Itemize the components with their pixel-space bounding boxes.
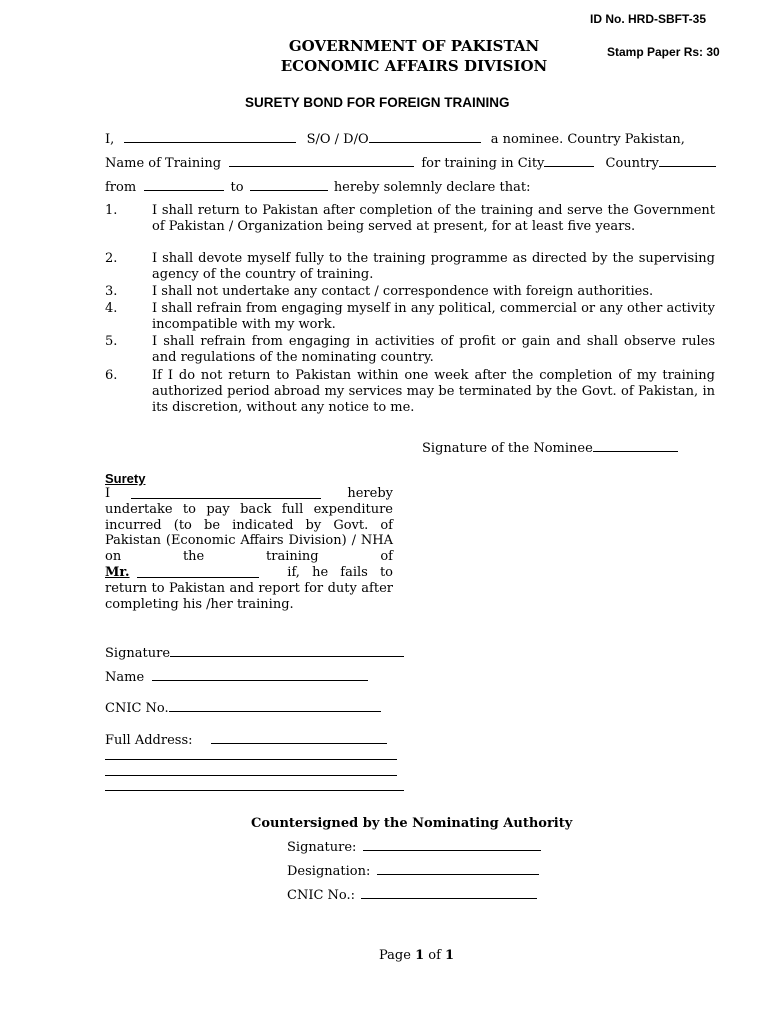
intro-i: I, — [105, 132, 115, 147]
countersign-signature-blank[interactable] — [363, 838, 541, 851]
countersign-heading: Countersigned by the Nominating Authority — [251, 816, 573, 831]
surety-name: Name — [105, 668, 368, 685]
declaration-item: 6. If I do not return to Pakistan within one week after the completion of my training authorized period abroad my services may be terminated by the Govt. of Pakistan, in its discretion, without any notice to me. — [105, 368, 715, 415]
mr-name-blank[interactable] — [137, 565, 259, 578]
nominee-signature — [422, 439, 678, 456]
declaration-item: 4. I shall refrain from engaging myself in any political, commercial or any other activity incompatible with my work. — [105, 301, 715, 332]
address-line-3[interactable] — [105, 775, 397, 776]
countersign-cnic-blank[interactable] — [361, 886, 537, 899]
surety-hereby: hereby — [347, 486, 393, 501]
to-label: to — [230, 180, 244, 195]
so-do-label: S/O / D/O — [306, 132, 369, 147]
countersign-signature: Signature: — [287, 838, 541, 855]
training-city-label: for training in City — [421, 156, 545, 171]
countersign-cnic: CNIC No.: — [287, 886, 537, 903]
declaration-item: 5. I shall refrain from engaging in activities of profit or gain and shall observe rules and regulations of the nominating country. — [105, 334, 715, 365]
surety-signature-blank[interactable] — [170, 644, 404, 657]
surety-line-1 — [105, 486, 393, 501]
training-name-blank[interactable] — [229, 154, 414, 167]
countersign-designation-blank[interactable] — [377, 862, 539, 875]
surety-address: Full Address: — [105, 731, 387, 748]
surety-signature: Signature — [105, 644, 404, 661]
name-blank[interactable] — [124, 130, 296, 143]
mr-label: Mr. — [105, 565, 130, 580]
to-date-blank[interactable] — [250, 178, 328, 191]
surety-text-2: return to Pakistan and report for duty after completing his /her training. — [105, 581, 393, 612]
stamp-paper-value: Stamp Paper Rs: 30 — [607, 45, 720, 59]
country-blank[interactable] — [659, 154, 716, 167]
org-line-2: ECONOMIC AFFAIRS DIVISION — [280, 57, 548, 75]
page-number: Page 1 of 1 — [379, 948, 455, 963]
surety-cnic-blank[interactable] — [169, 699, 381, 712]
surety-mr-line — [105, 565, 393, 580]
parent-name-blank[interactable] — [369, 130, 481, 143]
address-line-4[interactable] — [105, 790, 404, 791]
declaration-item: 1. I shall return to Pakistan after completion of the training and serve the Government of Pakistan / Organization being served at present, for at least five years. — [105, 203, 715, 234]
surety-address-blank[interactable] — [211, 731, 387, 744]
intro-line-3 — [105, 178, 530, 195]
nominee-text: a nominee. Country Pakistan, — [490, 132, 685, 147]
nominee-signature-label: Signature of the Nominee — [422, 441, 593, 456]
declare-text: hereby solemnly declare that: — [333, 180, 531, 195]
surety-name-field[interactable] — [152, 668, 368, 681]
declaration-item: 3. I shall not undertake any contact / correspondence with foreign authorities. — [105, 284, 654, 299]
from-date-blank[interactable] — [144, 178, 224, 191]
address-line-2[interactable] — [105, 759, 397, 760]
declaration-item: 2. I shall devote myself fully to the training programme as directed by the supervising agency of the country of training. — [105, 251, 715, 282]
nominee-signature-blank[interactable] — [593, 439, 678, 452]
country-label: Country — [605, 156, 659, 171]
page-title: SURETY BOND FOR FOREIGN TRAINING — [245, 95, 510, 110]
intro-line-1 — [105, 130, 685, 147]
from-label: from — [105, 180, 137, 195]
surety-name-blank[interactable] — [131, 486, 321, 499]
document-id: ID No. HRD-SBFT-35 — [590, 12, 707, 26]
surety-heading: Surety — [105, 471, 146, 486]
intro-line-2 — [105, 154, 716, 171]
name-of-training-label: Name of Training — [105, 156, 222, 171]
surety-text-1: undertake to pay back full expenditure incurred (to be indicated by Govt. of Pakistan (Economic Affairs Division) / NHA on the training of — [105, 502, 393, 564]
org-line-1: GOVERNMENT OF PAKISTAN — [288, 37, 540, 55]
city-blank[interactable] — [544, 154, 594, 167]
countersign-designation: Designation: — [287, 862, 539, 879]
if-fails-text: if, he fails to — [287, 565, 393, 580]
surety-cnic: CNIC No. — [105, 699, 381, 716]
surety-i: I — [105, 486, 111, 501]
